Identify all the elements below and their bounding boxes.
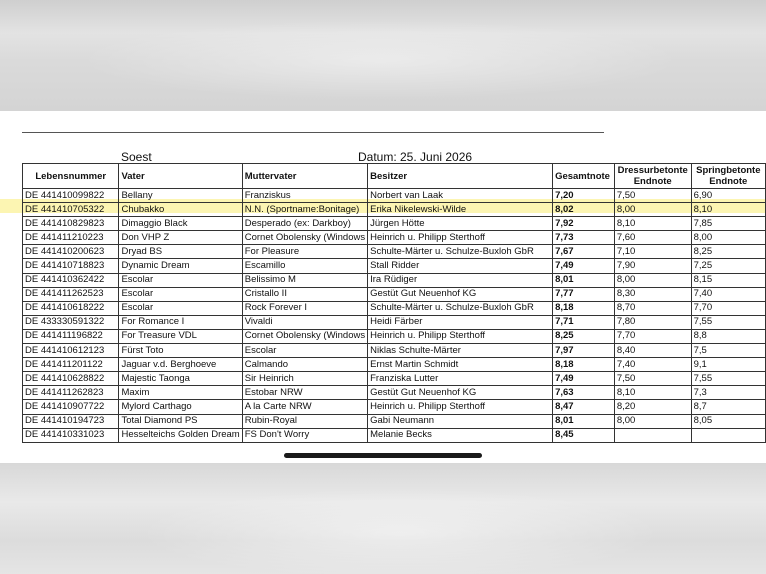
table-cell: 7,49	[553, 259, 615, 273]
table-cell: Erika Nikelewski-Wilde	[368, 203, 553, 217]
table-cell: 7,63	[553, 386, 615, 400]
table-cell: A la Carte NRW	[242, 400, 367, 414]
table-cell: 8,01	[553, 273, 615, 287]
table-cell: Mylord Carthago	[119, 400, 242, 414]
table-cell: FS Don't Worry	[242, 428, 367, 442]
table-cell: Ira Rüdiger	[368, 273, 553, 287]
table-cell: 8,02	[553, 203, 615, 217]
table-cell: 7,49	[553, 372, 615, 386]
table-cell: 8,00	[614, 414, 691, 428]
table-cell: Niklas Schulte-Märter	[368, 344, 553, 358]
table-cell: Stall Ridder	[368, 259, 553, 273]
table-cell: 7,92	[553, 217, 615, 231]
table-row	[23, 414, 766, 428]
table-cell: 7,50	[614, 189, 691, 203]
table-cell: Franziska Lutter	[368, 372, 553, 386]
table-cell: 7,73	[553, 231, 615, 245]
table-row	[23, 273, 766, 287]
table-cell: Heidi Färber	[368, 315, 553, 329]
table-cell: 8,00	[614, 203, 691, 217]
table-cell: 8,47	[553, 400, 615, 414]
table-cell: For Pleasure	[242, 245, 367, 259]
table-cell: Franziskus	[242, 189, 367, 203]
table-cell: 7,70	[614, 329, 691, 343]
table-cell: 7,50	[614, 372, 691, 386]
sheet-title: Soest	[121, 150, 152, 164]
table-cell: 8,05	[691, 414, 765, 428]
table-cell: For Romance I	[119, 315, 242, 329]
column-header-vater: Vater	[119, 164, 242, 189]
table-row	[23, 245, 766, 259]
table-cell: 8,10	[691, 203, 765, 217]
table-cell: Schulte-Märter u. Schulze-Buxloh GbR	[368, 245, 553, 259]
column-header-lebensnummer: Lebensnummer	[23, 164, 119, 189]
table-cell: 7,97	[553, 344, 615, 358]
table-cell: For Treasure VDL	[119, 329, 242, 343]
table-cell: 8,00	[691, 231, 765, 245]
table-cell: 7,90	[614, 259, 691, 273]
table-cell: Escolar	[119, 301, 242, 315]
table-cell: DE 441410331023	[23, 428, 119, 442]
table-row	[23, 428, 766, 442]
table-cell: 7,55	[691, 315, 765, 329]
table-cell: 7,67	[553, 245, 615, 259]
table-cell: DE 441410362422	[23, 273, 119, 287]
table-row	[23, 217, 766, 231]
table-cell: 7,40	[614, 358, 691, 372]
table-cell: N.N. (Sportname:Bonitage)	[242, 203, 367, 217]
table-row	[23, 372, 766, 386]
table-cell: DE 441411210223	[23, 231, 119, 245]
table-cell: Calmando	[242, 358, 367, 372]
blurred-background-bottom	[0, 463, 766, 574]
table-cell: Cornet Obolensky (Windows	[242, 231, 367, 245]
table-cell: Escolar	[119, 287, 242, 301]
table-cell: DE 441410612123	[23, 344, 119, 358]
table-cell: 7,77	[553, 287, 615, 301]
table-cell: DE 441410829823	[23, 217, 119, 231]
table-cell: Maxim	[119, 386, 242, 400]
table-cell: 8,00	[614, 273, 691, 287]
column-header-besitzer: Besitzer	[368, 164, 553, 189]
table-row	[23, 344, 766, 358]
table-cell: 8,01	[553, 414, 615, 428]
table-row	[23, 203, 766, 217]
table-cell: 7,3	[691, 386, 765, 400]
table-row	[23, 259, 766, 273]
table-row	[23, 287, 766, 301]
table-cell: 8,25	[553, 329, 615, 343]
blurred-background-top	[0, 0, 766, 111]
table-cell: DE 441411262823	[23, 386, 119, 400]
table-row	[23, 301, 766, 315]
table-cell: Heinrich u. Philipp Sterthoff	[368, 329, 553, 343]
table-cell	[614, 428, 691, 442]
table-cell: DE 433330591322	[23, 315, 119, 329]
table-cell: 7,10	[614, 245, 691, 259]
table-cell: 8,30	[614, 287, 691, 301]
table-cell: 8,70	[614, 301, 691, 315]
table-cell: Cornet Obolensky (Windows	[242, 329, 367, 343]
column-header-dressurbetonte: Dressurbetonte Endnote	[614, 164, 691, 189]
results-table	[22, 163, 766, 443]
table-cell: Heinrich u. Philipp Sterthoff	[368, 400, 553, 414]
table-cell: DE 441411262523	[23, 287, 119, 301]
table-cell: 8,8	[691, 329, 765, 343]
table-cell: Cristallo II	[242, 287, 367, 301]
table-cell: Dimaggio Black	[119, 217, 242, 231]
table-cell: Majestic Taonga	[119, 372, 242, 386]
table-cell: Gabi Neumann	[368, 414, 553, 428]
table-cell: Heinrich u. Philipp Sterthoff	[368, 231, 553, 245]
table-cell: Estobar NRW	[242, 386, 367, 400]
table-cell: Fürst Toto	[119, 344, 242, 358]
column-header-springbetonte: Springbetonte Endnote	[691, 164, 765, 189]
table-cell: Sir Heinrich	[242, 372, 367, 386]
table-cell: Escolar	[242, 344, 367, 358]
table-cell: 7,85	[691, 217, 765, 231]
table-cell: Total Diamond PS	[119, 414, 242, 428]
table-cell: Vivaldi	[242, 315, 367, 329]
table-row	[23, 400, 766, 414]
table-cell: 7,70	[691, 301, 765, 315]
table-row	[23, 358, 766, 372]
table-cell: 7,5	[691, 344, 765, 358]
table-cell: 8,18	[553, 301, 615, 315]
table-cell: 8,15	[691, 273, 765, 287]
table-cell: DE 441411196822	[23, 329, 119, 343]
table-cell: DE 441410194723	[23, 414, 119, 428]
table-cell: Jürgen Hötte	[368, 217, 553, 231]
table-cell: 8,40	[614, 344, 691, 358]
table-cell: Dryad BS	[119, 245, 242, 259]
table-cell: 7,80	[614, 315, 691, 329]
table-cell: 6,90	[691, 189, 765, 203]
table-cell: Schulte-Märter u. Schulze-Buxloh GbR	[368, 301, 553, 315]
table-row	[23, 329, 766, 343]
table-cell: Jaguar v.d. Berghoeve	[119, 358, 242, 372]
table-cell: Rubin-Royal	[242, 414, 367, 428]
table-cell: 8,20	[614, 400, 691, 414]
table-cell: DE 441410200623	[23, 245, 119, 259]
table-cell: 7,71	[553, 315, 615, 329]
table-cell: Don VHP Z	[119, 231, 242, 245]
table-cell: Ernst Martin Schmidt	[368, 358, 553, 372]
sheet-date: Datum: 25. Juni 2026	[358, 150, 473, 164]
table-cell: Desperado (ex: Darkboy)	[242, 217, 367, 231]
table-cell: DE 441410099822	[23, 189, 119, 203]
column-header-gesamtnote: Gesamtnote	[553, 164, 615, 189]
table-cell: Rock Forever I	[242, 301, 367, 315]
home-indicator-bar[interactable]	[284, 453, 482, 458]
table-cell: DE 441410718823	[23, 259, 119, 273]
table-cell: Bellany	[119, 189, 242, 203]
table-cell: Melanie Becks	[368, 428, 553, 442]
table-row	[23, 231, 766, 245]
table-cell: 7,55	[691, 372, 765, 386]
table-cell: Dynamic Dream	[119, 259, 242, 273]
table-cell: Gestüt Gut Neuenhof KG	[368, 386, 553, 400]
table-row	[23, 386, 766, 400]
table-row	[23, 315, 766, 329]
table-cell: DE 441410628822	[23, 372, 119, 386]
table-cell: 7,25	[691, 259, 765, 273]
table-cell: Escamillo	[242, 259, 367, 273]
table-cell: Chubakko	[119, 203, 242, 217]
table-cell: Belissimo M	[242, 273, 367, 287]
table-cell: Gestüt Gut Neuenhof KG	[368, 287, 553, 301]
table-cell: 8,18	[553, 358, 615, 372]
table-cell: 7,40	[691, 287, 765, 301]
table-cell: 8,7	[691, 400, 765, 414]
table-cell: DE 441410618222	[23, 301, 119, 315]
table-header-row	[23, 164, 766, 189]
table-cell: Norbert van Laak	[368, 189, 553, 203]
top-rule	[22, 132, 604, 133]
table-cell: Hesselteichs Golden Dream	[119, 428, 242, 442]
table-cell: DE 441411201122	[23, 358, 119, 372]
table-cell: 8,10	[614, 386, 691, 400]
table-cell: 9,1	[691, 358, 765, 372]
table-cell: DE 441410705322	[23, 203, 119, 217]
column-header-muttervater: Muttervater	[242, 164, 367, 189]
table-cell: 7,20	[553, 189, 615, 203]
table-cell: Escolar	[119, 273, 242, 287]
table-cell: 8,45	[553, 428, 615, 442]
table-cell: 8,25	[691, 245, 765, 259]
table-cell: 7,60	[614, 231, 691, 245]
table-cell: DE 441410907722	[23, 400, 119, 414]
table-row	[23, 189, 766, 203]
table-cell	[691, 428, 765, 442]
table-cell: 8,10	[614, 217, 691, 231]
